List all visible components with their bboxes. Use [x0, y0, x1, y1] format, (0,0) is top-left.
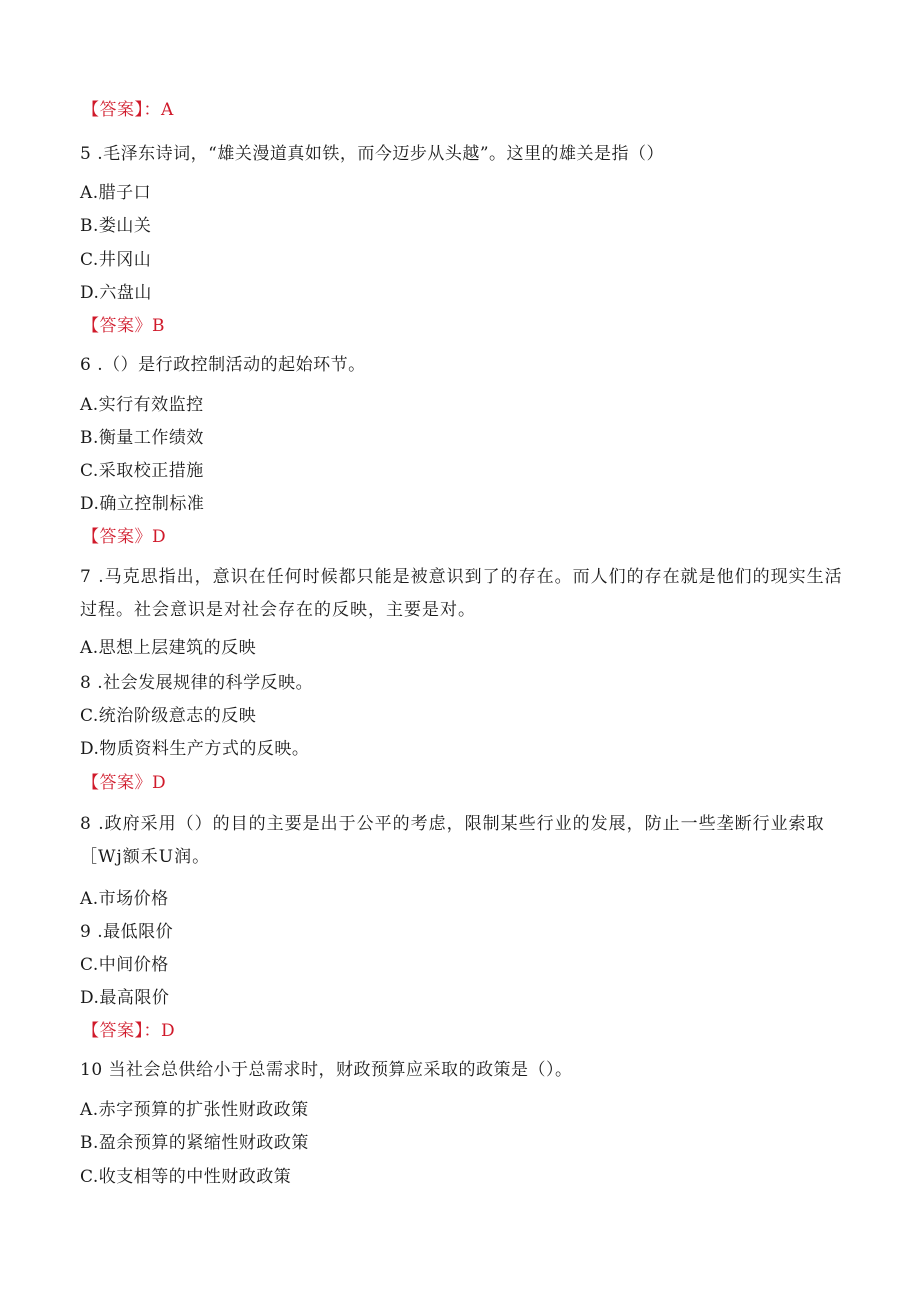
option-line: A.思想上层建筑的反映 — [80, 638, 257, 658]
question-5: 5 .毛泽东诗词，“雄关漫道真如铁，而今迈步从头越”。这里的雄关是指（） — [80, 144, 665, 164]
option-line: 9 .最低限价 — [80, 922, 174, 942]
option-line: B.娄山关 — [80, 216, 152, 236]
option-line: A.腊子口 — [80, 183, 152, 203]
option-line: A.实行有效监控 — [80, 395, 204, 415]
question-7: 7 .马克思指出，意识在任何时候都只能是被意识到了的存在。而人们的存在就是他们的现实生活过程。社会意识是对社会存在的反映，主要是对。 — [80, 567, 843, 620]
answer-line: 【答案】：D — [82, 1021, 176, 1041]
option-line: C.采取校正措施 — [80, 461, 204, 481]
option-line: D.最高限价 — [80, 988, 170, 1008]
answer-line: 【答案》B — [82, 316, 165, 336]
option-line: 8 .社会发展规律的科学反映。 — [80, 673, 314, 693]
option-line: D.六盘山 — [80, 283, 152, 303]
question-6: 6 .（）是行政控制活动的起始环节。 — [80, 355, 366, 375]
option-line: C.井冈山 — [80, 250, 152, 270]
option-line: D.确立控制标准 — [80, 494, 205, 514]
option-line: A.市场价格 — [80, 889, 169, 909]
option-line: C.统治阶级意志的反映 — [80, 706, 257, 726]
option-line: B.衡量工作绩效 — [80, 428, 204, 448]
option-line: C.收支相等的中性财政政策 — [80, 1167, 292, 1187]
option-line: A.赤字预算的扩张性财政政策 — [80, 1100, 309, 1120]
question-8: 8 .政府采用（）的目的主要是出于公平的考虑，限制某些行业的发展，防止一些垄断行业索取［Wj额禾U润。 — [80, 814, 825, 867]
option-line: C.中间价格 — [80, 955, 169, 975]
answer-line: 【答案》D — [82, 773, 167, 793]
option-line: B.盈余预算的紧缩性财政政策 — [80, 1133, 309, 1153]
option-line: D.物质资料生产方式的反映。 — [80, 739, 310, 759]
answer-line: 【答案》D — [82, 527, 167, 547]
answer-line: 【答案】：A — [82, 100, 174, 120]
question-10: 10 当社会总供给小于总需求时，财政预算应采取的政策是（）。 — [80, 1060, 573, 1080]
